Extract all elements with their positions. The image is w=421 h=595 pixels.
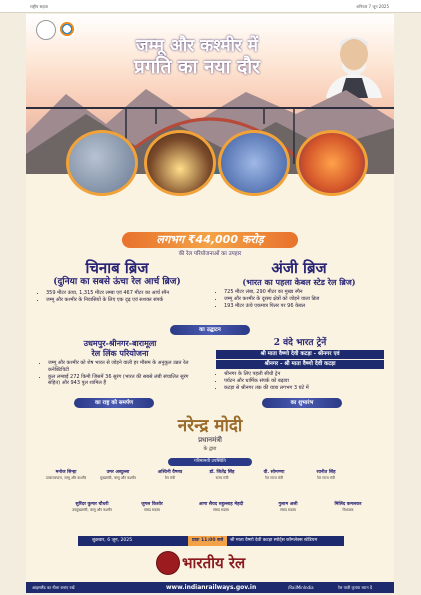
cost-banner: लगभग ₹44,000 करोड़ (122, 232, 298, 248)
guest-title: रेल राज्य मंत्री (317, 476, 335, 480)
photo-vande-bharat-train (296, 130, 368, 196)
list-item: • 193 मीटर ऊंचे एकमात्र पिलर पर 96 केबल (224, 303, 382, 310)
photo-train-on-bridge (218, 130, 290, 196)
guest-name: मनोज सिन्हा (55, 470, 77, 475)
guest-card (144, 470, 196, 480)
vande-route-1: श्री माता वैष्णो देवी कटड़ा - श्रीनगर एवं (216, 350, 384, 359)
vande-bharat-section (216, 338, 384, 391)
indian-railways-brand (156, 551, 276, 575)
guest-title: मुख्यमंत्री, जम्मू और कश्मीर (100, 476, 136, 480)
guest-title: रेल राज्य मंत्री (265, 476, 283, 480)
hero-title-line1: जम्मू और कश्मीर में (136, 36, 258, 56)
guest-card (66, 502, 118, 512)
guest-title: उपराज्यपाल, जम्मू और कश्मीर (45, 476, 87, 480)
event-time: प्रातः 11:00 बजे (188, 536, 227, 546)
guest-card (196, 470, 248, 480)
footer-note: आइसलैंड का नीला बनाए रखें (32, 585, 75, 590)
website-link[interactable]: www.indianrailways.gov.in (166, 584, 257, 591)
vande-title: 2 वंदे भारत ट्रेनें (273, 338, 327, 348)
event-details-bar (78, 536, 344, 546)
guest-name: मिलिंद कमलकर (334, 502, 362, 507)
cost-subtitle: की रेल परियोजनाओं का उपहार (178, 251, 242, 257)
guest-title: उपमुख्यमंत्री, जम्मू और कश्मीर (72, 508, 112, 512)
guest-card (92, 470, 144, 480)
list-item: • कटड़ा से श्रीनगर तक की यात्रा लगभग 3 घंटे में (224, 385, 384, 392)
brand-name: भारतीय रेल (182, 554, 246, 572)
guest-title: संसद सदस्य (144, 508, 160, 512)
indian-railways-logo-icon (156, 551, 180, 575)
footer-right-note: रेल यात्री कृपया ध्यान दें (338, 585, 372, 590)
photo-railway-tunnel (144, 130, 216, 196)
vande-route-2: श्रीनगर - श्री माता वैष्णो देवी कटड़ा (216, 360, 384, 369)
guest-name: उमर अब्दुल्ला (106, 470, 130, 475)
list-item: • जम्मू और कश्मीर के निवासियों के लिए एक दृढ़ एवं सशक्त संपर्क (46, 297, 196, 304)
guest-card (300, 470, 352, 480)
list-item: • जम्मू और कश्मीर के दूरस्थ क्षेत्रों को जोड़ने वाला ब्रिज (224, 296, 382, 303)
campaign-logo-icon (58, 20, 76, 38)
social-handle[interactable]: /RailMinIndia (288, 585, 314, 590)
newspaper-header-strip (0, 0, 421, 13)
event-date: शुक्रवार, 6 जून, 2025 (92, 538, 133, 543)
guest-card (248, 470, 300, 480)
list-item: • 359 मीटर ऊंचा, 1,315 मीटर लम्बा एवं 467 मीटर का आर्च स्पैन (46, 290, 196, 297)
guest-title: संसद सदस्य (280, 508, 296, 512)
advertisement (26, 14, 394, 582)
guest-card (186, 502, 256, 512)
guest-name: जुगल किशोर (141, 502, 163, 507)
national-emblem-icon (36, 20, 56, 40)
guest-card (40, 470, 92, 480)
footer-bar (26, 582, 394, 593)
newspaper-date: शनिवार 7 जून 2025 (356, 4, 389, 9)
photo-anji-bridge (66, 130, 138, 196)
list-item: • कुल लम्बाई 272 किमी जिसमें 36 सुरंग (भारत की सबसे लंबी संचालित सुरंग सहित) और 943 पुल शामिल हैं (48, 374, 200, 388)
guest-name: अश्विनी वैष्णव (157, 470, 183, 475)
guest-title: संसद सदस्य (213, 508, 229, 512)
newspaper-name: राष्ट्रीय सहारा (30, 4, 49, 9)
pm-name: नरेन्द्र मोदी (177, 416, 243, 436)
guest-card (322, 502, 374, 512)
list-item: • जम्मू और कश्मीर को शेष भारत से जोड़ने वाली हर मौसम के अनुकूल उन्नत रेल कनेक्टिविटी (48, 360, 200, 374)
anji-title: अंजी ब्रिज (271, 259, 327, 277)
guest-card (262, 502, 314, 512)
list-item: • पर्यटन और धार्मिक संपर्क को बढ़ावा (224, 378, 384, 385)
list-item: • 725 मीटर लंबा, 290 मीटर का मुख्य स्पैन (224, 289, 382, 296)
usbrl-subtitle: रेल लिंक परियोजना (91, 348, 149, 358)
anji-subtitle: (भारत का पहला केबल स्टेड रेल ब्रिज) (242, 277, 356, 287)
hero-title (92, 36, 302, 78)
guests-header: गरिमामयी उपस्थिति (168, 458, 252, 466)
guest-title: विधायक (342, 508, 354, 512)
guest-name: सुरिंदर कुमार चौधरी (75, 502, 109, 507)
pm-role: प्रधानमंत्री (198, 436, 222, 444)
chenab-bridge-section (38, 260, 196, 304)
guest-name: डॉ. जितेंद्र सिंह (209, 470, 235, 475)
guest-title: रेल मंत्री (164, 476, 176, 480)
guest-name: आगा सैयद रुहुल्लाह मेहदी (198, 502, 244, 507)
guest-name: वी. सोमण्णा (263, 470, 285, 475)
list-item: • श्रीनगर के लिए पहली सीधी ट्रेन (224, 371, 384, 378)
usbrl-title: उधमपुर-श्रीनगर-बारामूला (83, 338, 157, 348)
guest-title: राज्य मंत्री (215, 476, 229, 480)
anji-bridge-section (216, 260, 382, 309)
guest-card (126, 502, 178, 512)
hero-title-line2: प्रगति का नया दौर (134, 56, 260, 78)
pm-by-line: के द्वारा (203, 446, 217, 452)
chenab-subtitle: (दुनिया का सबसे ऊंचा रेल आर्च ब्रिज) (53, 277, 181, 287)
dedication-pill: का राष्ट्र को समर्पण (74, 398, 154, 408)
inauguration-pill: का उद्घाटन (170, 325, 250, 335)
guest-name: रवनीत सिंह (316, 470, 336, 475)
usbrl-section (40, 338, 200, 387)
event-venue: श्री माता वैष्णो देवी कटड़ा स्पोर्ट्स कॉम्प्लेक्स स्टेडियम (230, 538, 318, 543)
guest-name: गुलाम अली (278, 502, 298, 507)
chenab-title: चिनाब ब्रिज (85, 259, 149, 277)
flagoff-pill: का शुभारंभ (262, 398, 342, 408)
